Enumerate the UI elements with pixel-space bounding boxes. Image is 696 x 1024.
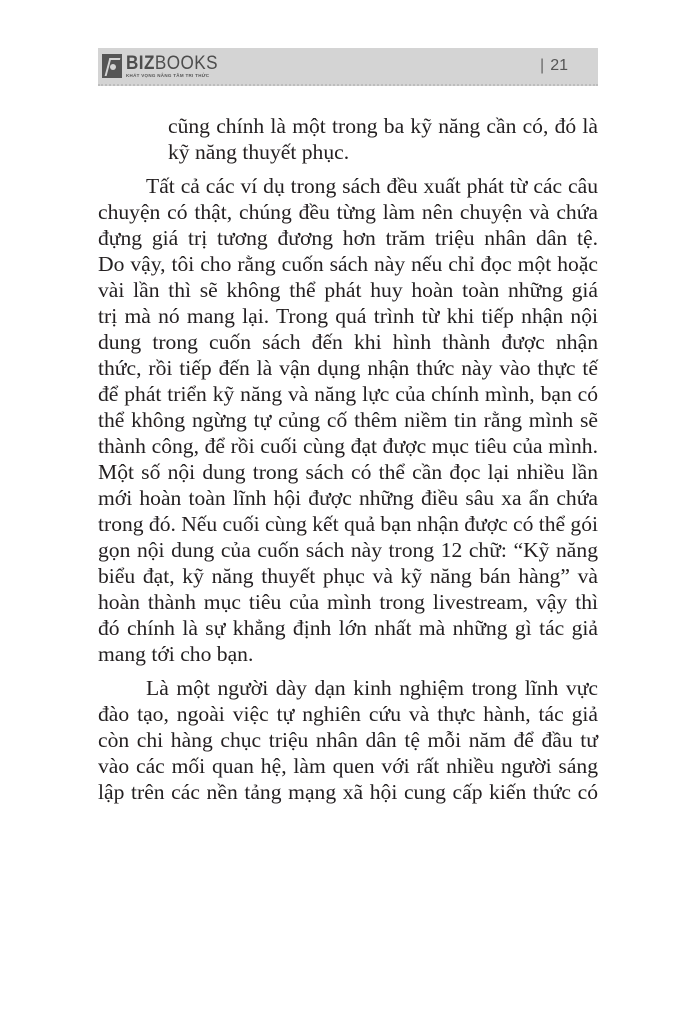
text-line: mang tới cho bạn. [98, 642, 254, 666]
brand-tagline: KHÁT VỌNG NÂNG TẦM TRI THỨC [126, 72, 210, 78]
text-line: Do vậy, tôi cho rằng cuốn sách này nếu chỉ đọc một hoặc [98, 252, 598, 276]
text-line: lập trên các nền tảng mạng xã hội cung cấp kiến thức có [98, 780, 598, 804]
text-line: vào các mối quan hệ, làm quen với rất nhiều người sáng [98, 754, 598, 778]
text-line: thể không ngừng tự củng cố thêm niềm tin rằng mình sẽ [98, 408, 598, 432]
bizbooks-logo-icon [102, 54, 122, 78]
page-number-value: 21 [550, 57, 568, 74]
paragraph [98, 675, 598, 805]
text-line: gọn nội dung của cuốn sách này trong 12 chữ: “Kỹ năng [98, 538, 598, 562]
text-line: biểu đạt, kỹ năng thuyết phục và kỹ năng bán hàng” và [98, 564, 598, 588]
text-line: trị mà nó mang lại. Trong quá trình từ khi tiếp nhận nội [98, 304, 598, 328]
page-body [98, 113, 598, 813]
page-number [540, 57, 568, 75]
logo-text [126, 54, 228, 79]
brand-name-bold: BIZ [126, 52, 155, 74]
text-line: Một số nội dung trong sách có thể cần đọc lại nhiều lần [98, 460, 598, 484]
text-line: mới hoàn toàn lĩnh hội được những điều sâu xa ẩn chứa [98, 486, 598, 510]
text-line: kỹ năng thuyết phục. [168, 140, 350, 164]
text-line: trong đó. Nếu cuối cùng kết quả bạn nhận được có thể gói [98, 512, 598, 536]
continued-indented-text [168, 113, 598, 165]
text-line: để phát triển kỹ năng và năng lực của chính mình, bạn có [98, 382, 598, 406]
text-line: vài lần thì sẽ không thể phát huy hoàn toàn những giá [98, 278, 598, 302]
text-line: đựng giá trị tương đương hơn trăm triệu nhân dân tệ. [98, 226, 598, 250]
text-line: Tất cả các ví dụ trong sách đều xuất phát từ các câu [146, 174, 598, 198]
publisher-logo [102, 52, 228, 80]
text-line: thành công, để rồi cuối cùng đạt được mục tiêu của mình. [98, 434, 598, 458]
text-line: cũng chính là một trong ba kỹ năng cần có, đó là [168, 114, 598, 138]
brand-name [126, 54, 218, 73]
text-line: đào tạo, ngoài việc tự nghiên cứu và thực hành, tác giả [98, 702, 598, 726]
page-number-separator: | [540, 57, 545, 74]
text-line: chuyện có thật, chúng đều từng làm nên chuyện và chứa [98, 200, 598, 224]
brand-name-rest: BOOKS [154, 52, 218, 74]
text-line: còn chi hàng chục triệu nhân dân tệ mỗi năm để đầu tư [98, 728, 598, 752]
text-line: dung trong cuốn sách đến khi hình thành được nhận [98, 330, 598, 354]
running-header [98, 48, 598, 86]
text-line: thức, rồi tiếp đến là vận dụng nhận thức này vào thực tế [98, 356, 598, 380]
text-line: Là một người dày dạn kinh nghiệm trong lĩnh vực [146, 676, 598, 700]
paragraph [98, 173, 598, 667]
text-line: đó chính là sự khẳng định lớn nhất mà những gì tác giả [98, 616, 598, 640]
text-line: hoàn thành mục tiêu của mình trong livestream, vậy thì [98, 590, 598, 614]
